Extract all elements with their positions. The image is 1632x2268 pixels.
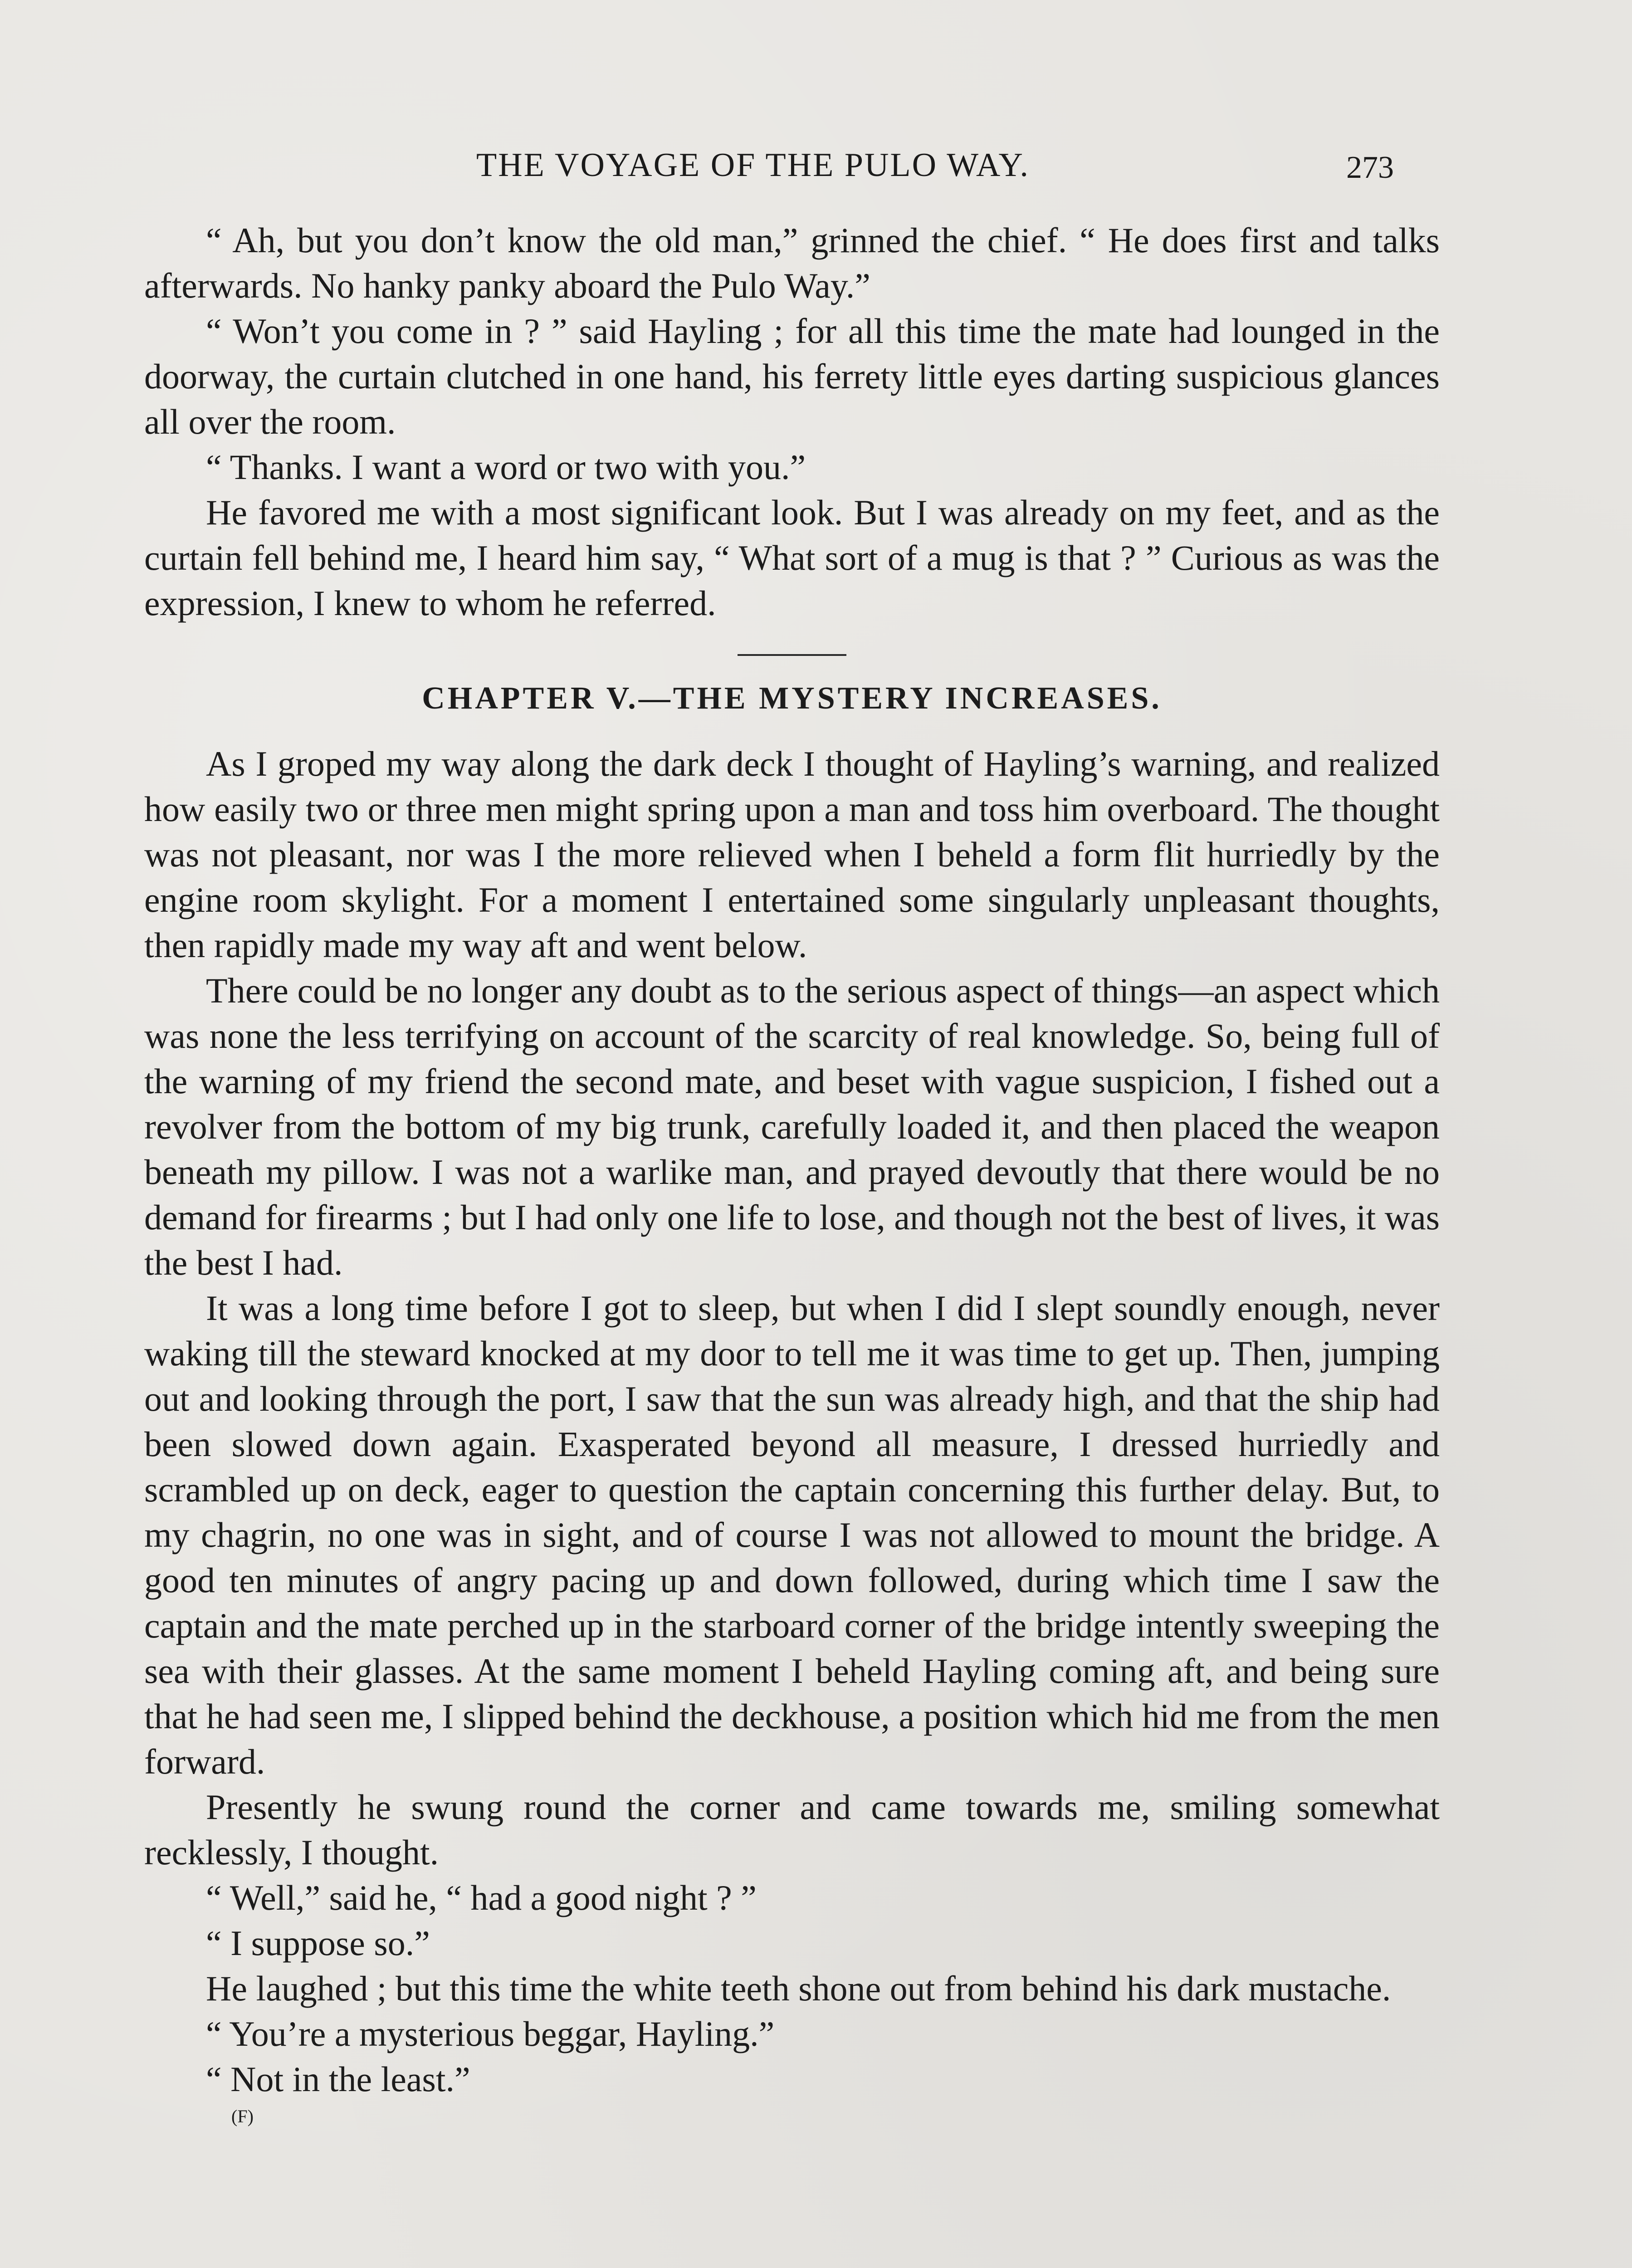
chapter-heading: CHAPTER V.—THE MYSTERY INCREASES.	[422, 681, 1162, 716]
running-head: THE VOYAGE OF THE PULO WAY.	[476, 147, 1030, 184]
paragraph: It was a long time before I got to sleep, but when I did I slept soundly enough, never waking till the steward knocked at my door to tell me it was time to get up. Then, jumping out and looking through the port, I saw that the sun was already high, and that the ship had been slowed down again. Exasperated beyond all measure, I dressed hurriedly and scrambled up on deck, eager to question the captain concerning this further delay. But, to my chagrin, no one was in sight, and of course I was not allowed to mount the bridge. A good ten minutes of angry pacing up and down followed, during which time I saw the captain and the mate perched up in the starboard corner of the bridge intently sweeping the sea with their glasses. At the same moment I beheld Hayling coming aft, and being sure that he had seen me, I slipped behind the deckhouse, a position which hid me from the men forward.	[144, 1288, 1440, 1781]
printer-signature-mark: (F)	[231, 2106, 254, 2126]
text-column	[144, 218, 1440, 2130]
paragraph: Presently he swung round the corner and came towards me, smiling somewhat recklessly, I thought.	[144, 1787, 1440, 1872]
paragraph: “ Ah, but you don’t know the old man,” grinned the chief. “ He does first and talks afterwards. No hanky panky aboard the Pulo Way.”	[144, 220, 1440, 305]
paragraph: He laughed ; but this time the white teeth shone out from behind his dark mustache.	[206, 1969, 1391, 2008]
paragraph: “ Thanks. I want a word or two with you.”	[206, 447, 806, 487]
paragraph: “ Won’t you come in ? ” said Hayling ; for all this time the mate had lounged in the doorway, the curtain clutched in one hand, his ferrety little eyes darting suspicious glances all over the room.	[144, 311, 1440, 441]
section-divider	[738, 654, 846, 656]
paragraph: He favored me with a most significant look. But I was already on my feet, and as the curtain fell behind me, I heard him say, “ What sort of a mug is that ? ” Curious as was the expression, I knew to whom he referred.	[144, 493, 1440, 623]
paragraph: “ Not in the least.”	[206, 2059, 470, 2099]
paragraph: “ You’re a mysterious beggar, Hayling.”	[206, 2014, 775, 2053]
paragraph: “ I suppose so.”	[206, 1923, 430, 1963]
paragraph: As I groped my way along the dark deck I thought of Hayling’s warning, and realized how easily two or three men might spring upon a man and toss him overboard. The thought was not pleasant, nor was I the more relieved when I beheld a form flit hurriedly by the engine room skylight. For a moment I entertained some singularly unpleasant thoughts, then rapidly made my way aft and went below.	[144, 744, 1440, 965]
page-number: 273	[1346, 150, 1394, 185]
paragraph: There could be no longer any doubt as to the serious aspect of things—an aspect which was none the less terrifying on account of the scarcity of real knowledge. So, being full of the warning of my friend the second mate, and beset with vague suspicion, I fished out a revolver from the bottom of my big trunk, carefully loaded it, and then placed the weapon beneath my pillow. I was not a warlike man, and prayed devoutly that there would be no demand for firearms ; but I had only one life to lose, and though not the best of lives, it was the best I had.	[144, 971, 1440, 1282]
paragraph: “ Well,” said he, “ had a good night ? ”	[206, 1878, 757, 1917]
